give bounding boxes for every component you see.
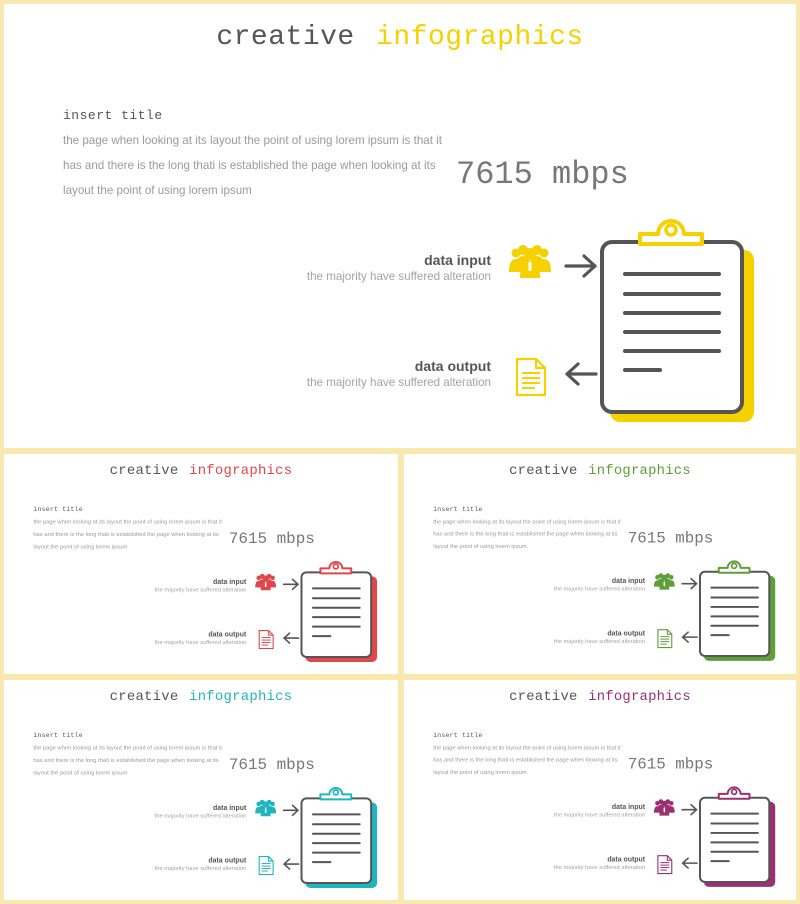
data-input-subtitle: the majority have suffered alteration [553,811,646,819]
data-output-label: data output [414,358,491,374]
body-text: the page when looking at its layout the point of using lorem ipsum is that it has and there is the long thati is established the page when looking at its layout the point of using lorem ipsum [33,518,222,551]
data-output-subtitle: the majority have suffered alteration [306,376,491,389]
data-input-label: data input [424,252,491,268]
slide-content [4,4,796,448]
data-input-block [307,252,491,283]
body-text: the page when looking at its layout the point of using lorem ipsum is that it has and there is the long thati is established the page when looking at its layout the point of using lorem ipsum [433,518,621,550]
title-accent: infographics [588,688,691,705]
slide-content [4,454,398,674]
people-icon [653,798,675,816]
insert-title: insert title [63,108,163,123]
metric-value: 7615 mbps [456,156,629,193]
slide-title [4,689,398,704]
slide-4 [4,680,398,900]
data-input-label: data input [611,802,646,811]
slide-1 [4,4,796,448]
data-input-block [554,577,645,592]
data-input-block [155,803,247,818]
data-input-label: data input [212,577,247,586]
data-output-block [155,630,247,645]
slide-title [4,22,796,53]
insert-title: insert title [33,505,83,514]
people-icon [508,242,552,278]
slide-title [404,463,796,478]
data-input-subtitle: the majority have suffered alteration [553,585,646,593]
data-output-subtitle: the majority have suffered alteration [553,864,646,871]
title-main: creative [509,688,578,705]
data-input-subtitle: the majority have suffered alteration [306,270,491,283]
title-accent: infographics [588,462,691,479]
slide-3 [404,454,796,674]
data-output-subtitle: the majority have suffered alteration [154,865,247,872]
clipboard-icon [592,210,756,426]
data-output-label: data output [607,629,646,638]
data-output-label: data output [607,855,646,864]
document-icon [515,357,547,397]
metric-value: 7615 mbps [627,529,714,548]
people-icon [255,572,277,590]
data-output-subtitle: the majority have suffered alteration [154,639,247,646]
data-output-block [554,629,645,644]
data-input-block [155,577,247,592]
people-icon [653,572,675,590]
data-output-block [155,856,247,871]
title-main: creative [109,688,179,705]
clipboard-icon [695,782,776,889]
data-output-block [307,358,491,389]
data-output-subtitle: the majority have suffered alteration [553,638,646,645]
data-output-block [554,855,645,870]
slide-2 [4,454,398,674]
slide-content [404,454,796,674]
clipboard-icon [297,782,379,889]
metric-value: 7615 mbps [228,755,315,775]
data-output-label: data output [208,856,247,865]
people-icon [255,798,277,816]
clipboard-icon [695,556,776,663]
document-icon [657,629,673,649]
data-input-subtitle: the majority have suffered alteration [154,812,247,819]
document-icon [657,855,673,875]
body-text: the page when looking at its layout the point of using lorem ipsum is that it has and there is the long thati is established the page when looking at its layout the point of using lorem ipsum [433,744,621,776]
data-input-label: data input [212,803,247,812]
slide-content [404,680,796,900]
metric-value: 7615 mbps [228,529,315,549]
data-input-block [554,803,645,818]
title-accent: infographics [376,22,584,53]
slide-title [4,463,398,478]
slide-content [4,680,398,900]
title-main: creative [216,22,355,53]
clipboard-icon [297,556,379,663]
title-main: creative [509,462,578,479]
title-accent: infographics [189,462,293,479]
data-input-subtitle: the majority have suffered alteration [154,586,247,593]
slide-5 [404,680,796,900]
document-icon [258,630,274,650]
body-text: the page when looking at its layout the point of using lorem ipsum is that it has and there is the long thati is established the page when looking at its layout the point of using lorem ipsum [33,744,222,777]
metric-value: 7615 mbps [627,755,714,774]
slide-title [404,689,796,704]
insert-title: insert title [433,731,483,739]
title-main: creative [109,462,179,479]
title-accent: infographics [189,688,293,705]
insert-title: insert title [33,731,83,740]
body-text: the page when looking at its layout the point of using lorem ipsum is that it has and there is the long thati is established the page when looking at its layout the point of using lorem ipsum [63,134,442,197]
data-input-label: data input [611,576,646,585]
data-output-label: data output [208,630,247,639]
document-icon [258,856,274,876]
insert-title: insert title [433,505,483,513]
